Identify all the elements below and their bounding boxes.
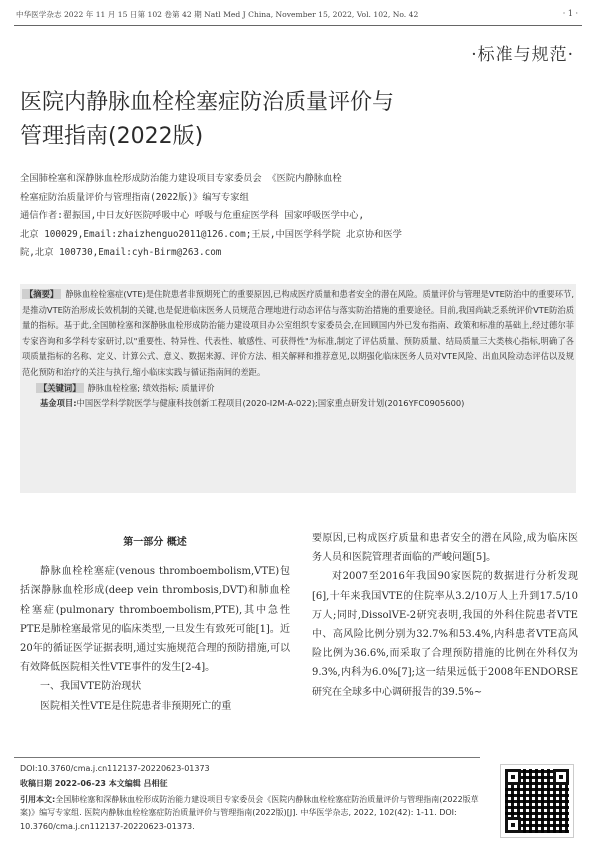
paragraph: 静脉血栓栓塞症(venous thromboembolism,VTE)包括深静脉血栓形成(deep vein thrombosis,DVT)和肺血栓栓塞症(pulmonary thromboembolism,PTE),其中急性PTE是肺栓塞最常见的临床类型,一旦发生有致死可能[1]。近20年的循证医学证据表明,通过实施规范合理的预防措施,可以有效降低医院相关性VTE事件的发生[2-4]。 bbox=[20, 566, 290, 674]
citation bbox=[20, 793, 480, 833]
section-tag: ·标准与规范· bbox=[471, 45, 574, 65]
abstract-body bbox=[22, 287, 574, 381]
author-block bbox=[20, 170, 580, 263]
paragraph: 医院相关性VTE是住院患者非预期死亡的重 bbox=[40, 700, 232, 712]
citation-label: 引用本文: bbox=[20, 795, 56, 804]
keywords-label: 【关键词】 bbox=[36, 383, 84, 393]
fund bbox=[22, 396, 574, 412]
abstract bbox=[22, 287, 574, 412]
received-date bbox=[20, 777, 480, 790]
abstract-text: 静脉血栓栓塞症(VTE)是住院患者非预期死亡的重要原因,已构成医疗质量和患者安全的潜在风险。质量评价与管理是VTE防治中的重要环节,是推动VTE防治形成长效机制的关键,也是促进临床医务人员规范合理地进行动态评估与落实防治措施的重要途径。目前,我国尚缺乏系统评价VTE防治质量的指标。基于此,全国肺栓塞和深静脉血栓形成防治能力建设项目办公室组织专家委员会,在回顾国内外已发布指南、政策和标准的基础上,经过德尔菲专家咨询和多学科专家研讨,以"重要性、特异性、代表性、敏感性、可获得性"为标准,制定了评估质量、预防质量、结局质量三大类核心指标,明确了各项质量指标的名称、定义、计算公式、意义、数据来源、评价方法、相关解释和推荐意见,以期强化临床医务人员对VTE风险、出血风险动态评估以及规范化预防和治疗的关注与执行,缩小临床实践与循证指南间的差距。 bbox=[22, 289, 574, 377]
citation-text: 全国肺栓塞和深静脉血栓形成防治能力建设项目专家委员会《医院内静脉血栓栓塞症防治质量评价与管理指南(2022版草案)》编写专家组. 医院内静脉血栓栓塞症防治质量评价与管理指南(2022版)[J]. 中华医学杂志, 2022, 102(42): 1-11. DOI: 10.3760/cma.j.cn112137-20220623-01373. bbox=[20, 795, 479, 831]
page-number: · 1 · bbox=[562, 9, 578, 18]
subheading: 一、我国VTE防治现状 bbox=[40, 681, 142, 693]
part-heading: 第一部分 概述 bbox=[123, 537, 187, 548]
received-text: 收稿日期 2022-06-23 本文编辑 吕相征 bbox=[20, 779, 168, 788]
correspondence-line: 通信作者:翟振国,中日友好医院呼吸中心 呼吸与危重症医学科 国家呼吸医学中心, bbox=[20, 210, 365, 221]
article-title bbox=[20, 86, 580, 154]
qr-finder bbox=[553, 769, 569, 785]
title-line-2: 管理指南(2022版) bbox=[20, 124, 204, 149]
left-column bbox=[20, 533, 290, 716]
fund-text: 中国医学科学院医学与健康科技创新工程项目(2020-I2M-A-022);国家重点研发计划(2016YFC0905600) bbox=[76, 398, 465, 409]
keywords-text: 静脉血栓栓塞; 绩效指标; 质量评价 bbox=[87, 382, 215, 393]
abstract-label: 【摘要】 bbox=[22, 289, 61, 299]
doi: DOI:10.3760/cma.j.cn112137-20220623-01373 bbox=[20, 764, 210, 773]
qr-finder bbox=[505, 769, 521, 785]
correspondence-line: 院,北京 100730,Email:cyh-Birm@263.com bbox=[20, 247, 222, 258]
header-rule bbox=[14, 25, 582, 26]
author-line: 全国肺栓塞和深静脉血栓形成防治能力建设项目专家委员会 《医院内静脉血栓 bbox=[20, 173, 342, 184]
journal-header: 中华医学杂志 2022 年 11 月 15 日第 102 卷第 42 期 Natl Med J China, November 15, 2022, Vol. 102, No. 42 bbox=[16, 10, 419, 19]
paragraph: 要原因,已构成医疗质量和患者安全的潜在风险,成为临床医务人员和医院管理者面临的严峻问题[5]。 bbox=[312, 533, 578, 564]
right-column bbox=[312, 529, 578, 702]
fund-label: 基金项目: bbox=[40, 398, 77, 409]
qr-finder bbox=[505, 817, 521, 833]
paragraph: 对2007至2016年我国90家医院的数据进行分析发现[6],十年来我国VTE的住院率从3.2/10万人上升到17.5/10万人;同时,DissolVE-2研究表明,我国的外科住院患者VTE中、高风险比例分别为32.7%和53.4%,内科患者VTE高风险比例为36.6%,而采取了合理预防措施的比例在外科仅为9.3%,内科为6.0%[7];这一结果远低于2008年ENDORSE研究在全球多中心调研报告的39.5%~ bbox=[312, 571, 578, 698]
qr-code-icon bbox=[500, 764, 574, 838]
correspondence-line: 北京 100029,Email:zhaizhenguo2011@126.com;王辰,中国医学科学院 北京协和医学 bbox=[20, 228, 402, 240]
keywords bbox=[36, 381, 574, 397]
footer-rule bbox=[14, 757, 480, 758]
author-line: 栓塞症防治质量评价与管理指南(2022版)》编写专家组 bbox=[20, 191, 249, 203]
title-line-1: 医院内静脉血栓栓塞症防治质量评价与 bbox=[20, 90, 395, 115]
